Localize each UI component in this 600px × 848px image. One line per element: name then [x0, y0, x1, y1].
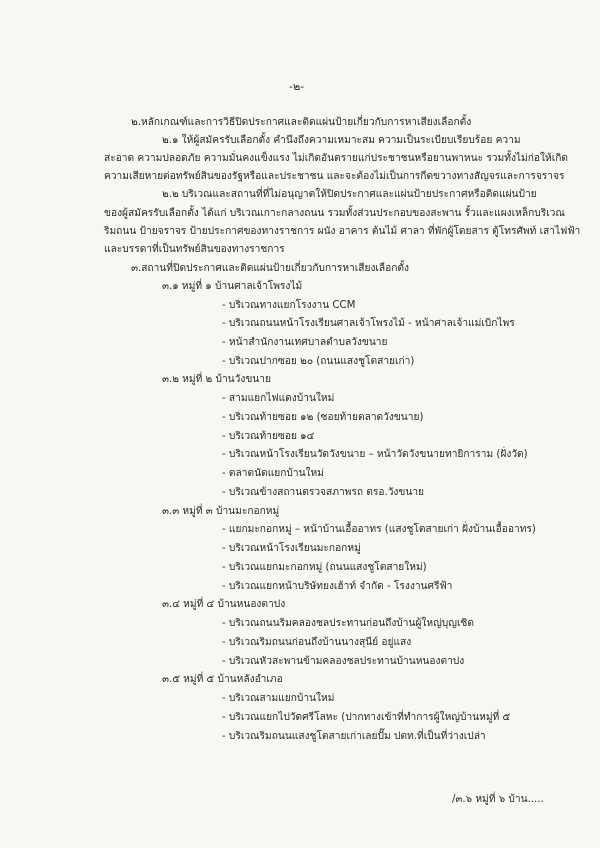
- village-3-1-title: ๓.๑ หมู่ที่ ๑ บ้านศาลเจ้าโพรงไม้: [162, 281, 303, 292]
- list-item: - บริเวณข้างสถานตรวจสภาพรถ ตรอ.วังขนาย: [222, 487, 425, 498]
- list-item: - บริเวณทางแยกโรงงาน CCM: [222, 300, 356, 311]
- list-item: - บริเวณแยกหน้าบริษัทยงเฮ้าท์ จำกัด - โรงงานศรีฟ้า: [222, 581, 453, 592]
- paragraph-2-1-line-2: สะอาด ความปลอดภัย ความมั่นคงแข็งแรง ไม่เกิดอันตรายแก่ประชาชนหรือยานพาหนะ รวมทั้งไม่ก่อให้เกิด: [104, 153, 569, 164]
- village-3-3-title: ๓.๓ หมู่ที่ ๓ บ้านมะกอกหมู่: [162, 506, 280, 517]
- village-3-5-title: ๓.๕ หมู่ที่ ๕ บ้านหลังอำเภอ: [162, 674, 283, 685]
- list-item: - ตลาดนัดแยกบ้านใหม่: [222, 468, 324, 479]
- list-item: - หน้าสำนักงานเทศบาลตำบลวังขนาย: [222, 337, 388, 348]
- list-item: - บริเวณแยกมะกอกหมู่ (ถนนแสงชูโตสายใหม่): [222, 562, 427, 573]
- list-item: - บริเวณสามแยกบ้านใหม่: [222, 693, 335, 704]
- paragraph-2-1-line-1: ๒.๑ ให้ผู้สมัครรับเลือกตั้ง คำนึงถึงความเหมาะสม ความเป็นระเบียบเรียบร้อย ความ: [162, 135, 521, 146]
- section-2-heading: ๒.หลักเกณฑ์และการวิธีปิดประกาศและติดแผ่นป้ายเกี่ยวกับการหาเสียงเลือกตั้ง: [131, 117, 472, 128]
- paragraph-2-2-line-4: และบรรดาที่เป็นทรัพย์สินของทางราชการ: [104, 244, 285, 255]
- paragraph-2-2-line-1: ๒.๒ บริเวณและสถานที่ที่ไม่อนุญาตให้ปิดประกาศและแผ่นป้ายประกาศหรือติดแผ่นป้าย: [162, 189, 537, 200]
- list-item: - แยกมะกอกหมู่ – หน้าบ้านเอื้ออาทร (แสงชูโตสายเก่า ฝั่งบ้านเอื้ออาทร): [222, 524, 536, 535]
- list-item: - บริเวณริมถนนก่อนถึงบ้านนางสุนีย์ อยู่แสง: [222, 637, 412, 648]
- list-item: - บริเวณท้ายซอย ๑๔: [222, 431, 315, 442]
- list-item: - บริเวณริมถนนแสงชูโตสายเก่าเลยปั๊ม ปตท.ที่เป็นที่ว่างเปล่า: [222, 731, 486, 742]
- continuation-footer: /๓.๖ หมู่ที่ ๖ บ้าน.....: [452, 794, 544, 805]
- list-item: - บริเวณหัวสะพานข้ามคลองชลประทานบ้านหนองตาปง: [222, 656, 465, 667]
- paragraph-2-2-line-3: ริมถนน ป้ายจราจร ป้ายประกาศของทางราชการ ผนัง อาคาร ต้นไม้ ศาลา ที่พักผู้โดยสาร ตู้โทรศัพท์ เสาไฟฟ้า: [104, 226, 581, 237]
- section-3-heading: ๓.สถานที่ปิดประกาศและติดแผ่นป้ายเกี่ยวกับการหาเสียงเลือกตั้ง: [131, 263, 410, 274]
- paragraph-2-2-line-2: ของผู้สมัครรับเลือกตั้ง ได้แก่ บริเวณเกาะกลางถนน รวมทั้งส่วนประกอบของสะพาน รั้วและแผงเหล็กบริเวณ: [104, 208, 565, 219]
- village-3-4-title: ๓.๔ หมู่ที่ ๔ บ้านหนองตาปง: [162, 599, 286, 610]
- paragraph-2-1-line-3: ความเสียหายต่อทรัพย์สินของรัฐหรือและประชาชน และจะต้องไม่เป็นการกีดขวางทางสัญจรและการจราจร: [104, 171, 565, 182]
- list-item: - บริเวณถนนริมคลองชลประทานก่อนถึงบ้านผู้ใหญ่บุญเชิด: [222, 618, 474, 629]
- list-item: - บริเวณหน้าโรงเรียนมะกอกหมู่: [222, 543, 361, 554]
- list-item: - บริเวณหน้าโรงเรียนวัดวังขนาย – หน้าวัดวังขนายทายิการาม (ฝั่งวัด): [222, 449, 528, 460]
- list-item: - บริเวณท้ายซอย ๑๒ (ซอยท้ายตลาดวังขนาย): [222, 412, 424, 423]
- list-item: - สามแยกไฟแดงบ้านใหม่: [222, 393, 335, 404]
- page-number: -๒-: [289, 80, 305, 93]
- village-3-2-title: ๓.๒ หมู่ที่ ๒ บ้านวังขนาย: [162, 374, 271, 385]
- list-item: - บริเวณถนนหน้าโรงเรียนศาลเจ้าโพรงไม้ - หน้าศาลเจ้าแม่เบิกไพร: [222, 318, 515, 329]
- list-item: - บริเวณปากซอย ๒๐ (ถนนแสงชูโตสายเก่า): [222, 356, 415, 367]
- list-item: - บริเวณแยกไปวัดศรีโลหะ (ปากทางเข้าที่ทำการผู้ใหญ่บ้านหมู่ที่ ๕: [222, 712, 511, 723]
